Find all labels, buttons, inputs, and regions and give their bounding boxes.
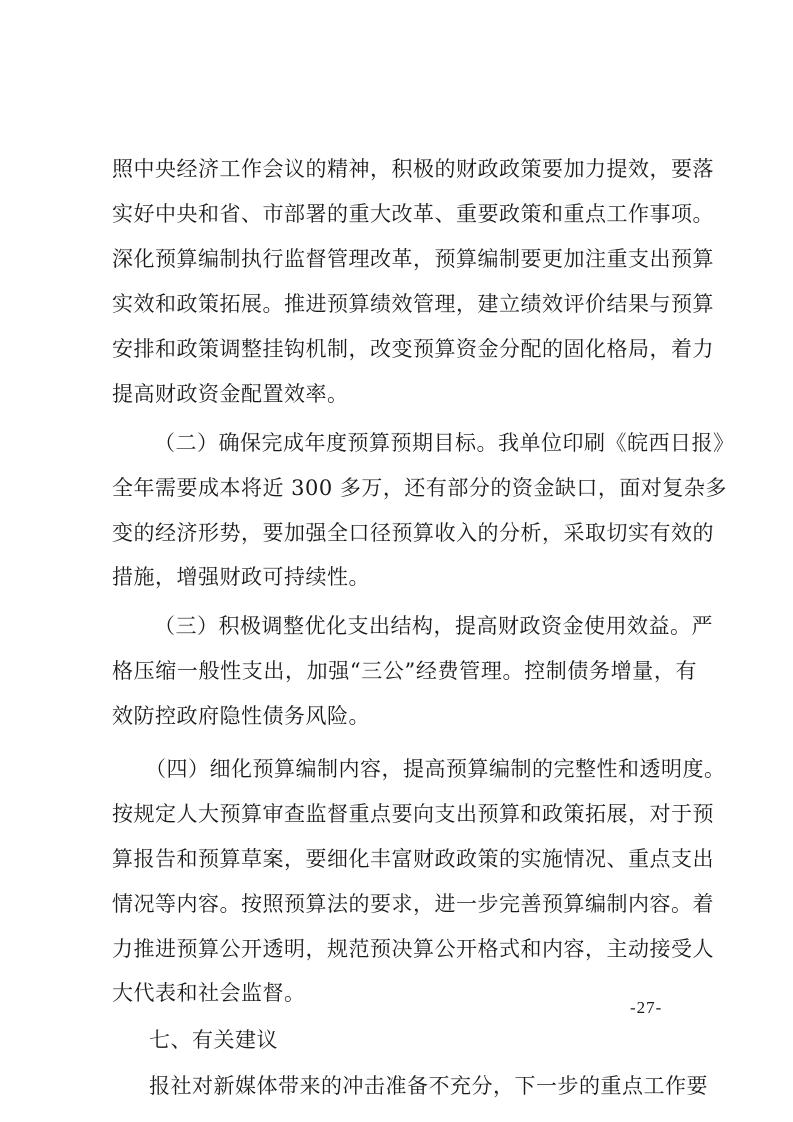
section-title: 七、有关建议	[149, 1028, 278, 1052]
paragraph-line: 照中央经济工作会议的精神，积极的财政政策要加力提效，要落	[112, 157, 714, 181]
paragraph-line: 效防控政府隐性债务风险。	[112, 704, 370, 728]
paragraph-line: 报社对新媒体带来的冲击准备不充分，下一步的重点工作要	[149, 1074, 708, 1098]
paragraph-line: 措施，增强财政可持续性。	[112, 565, 370, 589]
paragraph-line: 实好中央和省、市部署的重大改革、重要政策和重点工作事项。	[112, 202, 714, 226]
paragraph-line: 按规定人大预算审查监督重点要向支出预算和政策拓展，对于预	[112, 802, 714, 826]
paragraph-line: 全年需要成本将近 300 多万，还有部分的资金缺口，面对复杂多	[112, 476, 727, 500]
paragraph-line: 格压缩一般性支出，加强“三公”经费管理。控制债务增量，有	[112, 659, 697, 683]
paragraph-line: 情况等内容。按照预算法的要求，进一步完善预算编制内容。着	[112, 892, 714, 916]
paragraph-line: 安排和政策调整挂钩机制，改变预算资金分配的固化格局，着力	[112, 337, 714, 361]
page-number: -27-	[630, 998, 663, 1017]
paragraph-line: 算报告和预算草案，要细化丰富财政政策的实施情况、重点支出	[112, 847, 714, 871]
paragraph-line: 力推进预算公开透明，规范预决算公开格式和内容，主动接受人	[112, 937, 714, 961]
paragraph-line: 变的经济形势，要加强全口径预算收入的分析，采取切实有效的	[112, 521, 714, 545]
paragraph-line: 提高财政资金配置效率。	[112, 382, 349, 406]
paragraph-line: 深化预算编制执行监督管理改革，预算编制要更加注重支出预算	[112, 247, 714, 271]
section-heading-line: （四）细化预算编制内容，提高预算编制的完整性和透明度。	[145, 757, 726, 781]
section-heading-line: （三）积极调整优化支出结构，提高财政资金使用效益。严	[154, 614, 713, 638]
paragraph-line: 大代表和社会监督。	[112, 981, 306, 1005]
section-heading-line: （二）确保完成年度预算预期目标。我单位印刷《皖西日报》	[154, 431, 735, 455]
paragraph-line: 实效和政策拓展。推进预算绩效管理，建立绩效评价结果与预算	[112, 292, 714, 316]
